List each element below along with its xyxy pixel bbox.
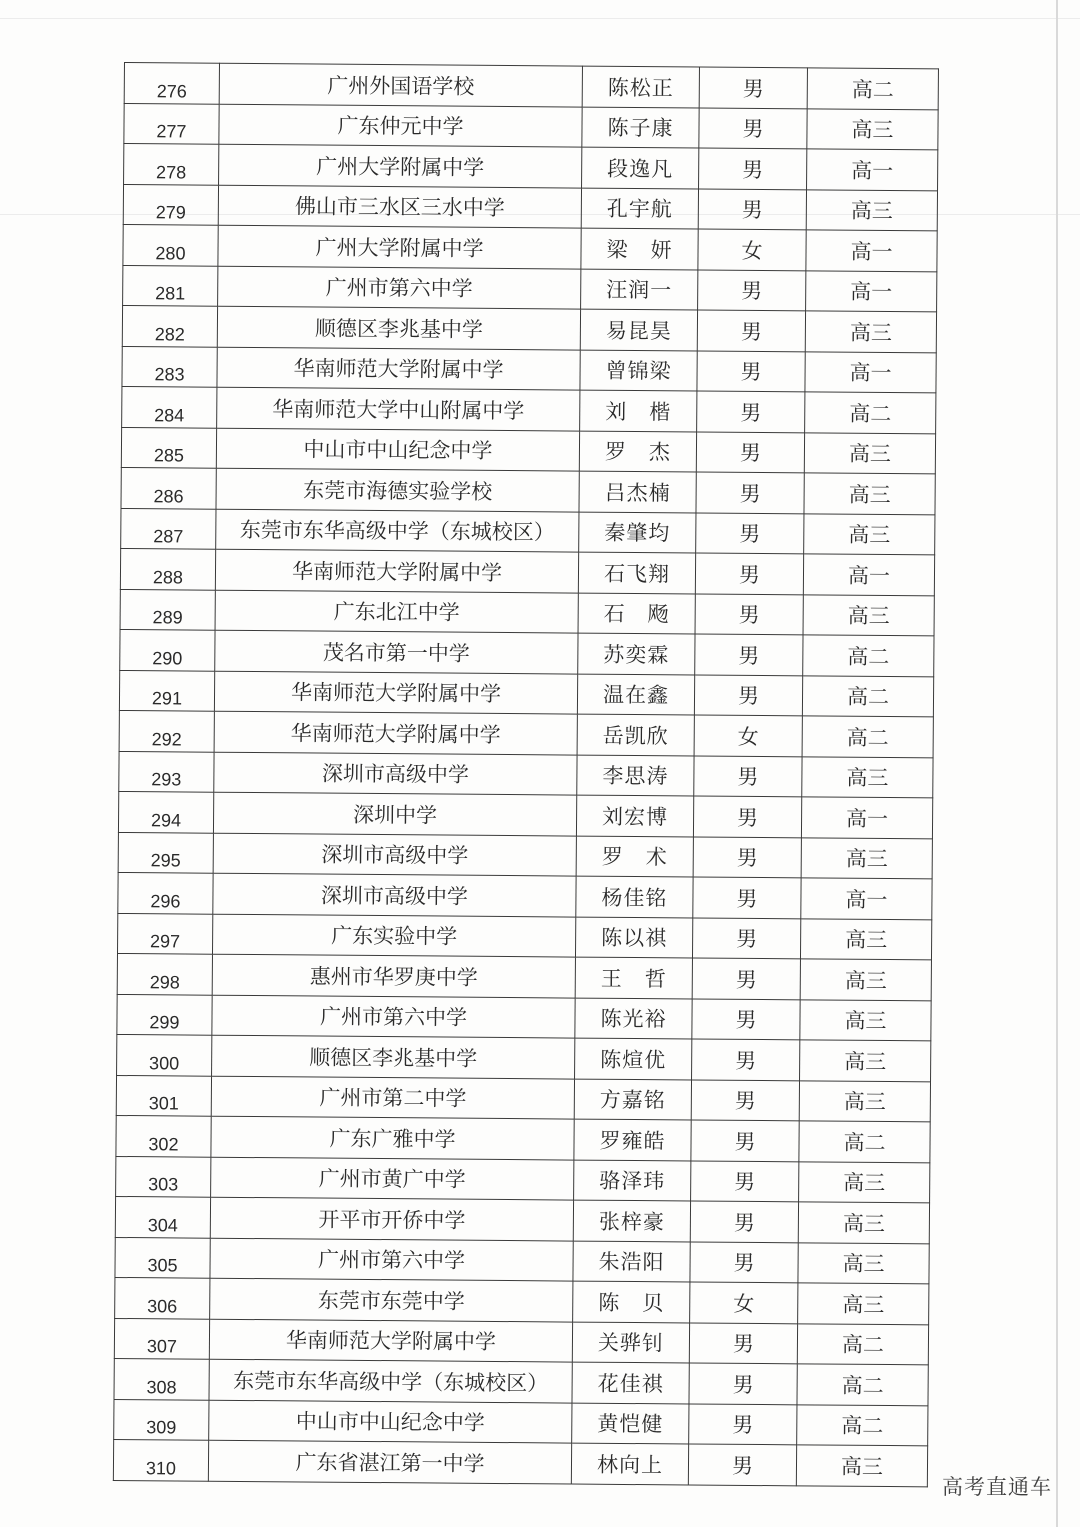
grade-cell: 高一	[805, 351, 936, 393]
gender-cell: 男	[694, 675, 802, 716]
table-row	[116, 1075, 930, 1122]
table-row	[117, 1034, 931, 1081]
grade-cell: 高三	[800, 918, 931, 960]
gender-cell: 男	[689, 1322, 797, 1363]
scan-artifact-line	[0, 18, 1080, 19]
row-number-cell: 308	[114, 1358, 209, 1399]
row-number-cell: 304	[115, 1196, 210, 1237]
row-number-cell: 295	[118, 832, 213, 873]
gender-cell: 男	[691, 1160, 799, 1201]
school-cell: 顺德区李兆基中学	[212, 1035, 575, 1078]
table-row	[117, 913, 931, 960]
grade-cell: 高二	[807, 68, 938, 110]
table-row	[118, 832, 932, 879]
row-number-cell: 306	[115, 1277, 210, 1318]
school-cell: 广州大学附属中学	[218, 225, 581, 268]
school-cell: 东莞市东华高级中学（东城校区）	[216, 509, 579, 552]
grade-cell: 高三	[801, 837, 932, 879]
row-number-cell: 282	[122, 305, 217, 346]
grade-cell: 高三	[798, 1283, 929, 1325]
grade-cell: 高二	[803, 635, 934, 677]
student-name-cell: 吕杰楠	[579, 471, 696, 512]
school-cell: 开平市开侨中学	[210, 1197, 573, 1240]
student-name-cell: 林向上	[571, 1443, 688, 1484]
row-number-cell: 310	[113, 1439, 208, 1480]
grade-cell: 高三	[798, 1202, 929, 1244]
table-row	[116, 1156, 930, 1203]
school-cell: 广东省湛江第一中学	[208, 1440, 571, 1483]
grade-cell: 高三	[807, 108, 938, 150]
page-edge-line	[1056, 0, 1058, 1527]
row-number-cell: 281	[123, 265, 218, 306]
row-number-cell: 283	[122, 346, 217, 387]
table-row	[115, 1237, 929, 1284]
gender-cell: 男	[699, 148, 807, 189]
table-row	[114, 1358, 928, 1405]
student-name-cell: 梁 妍	[581, 228, 698, 269]
row-number-cell: 294	[118, 791, 213, 832]
grade-cell: 高二	[797, 1323, 928, 1365]
row-number-cell: 290	[120, 629, 215, 670]
gender-cell: 男	[690, 1201, 798, 1242]
grade-cell: 高一	[801, 878, 932, 920]
row-number-cell: 301	[116, 1075, 211, 1116]
school-cell: 华南师范大学附属中学	[215, 549, 578, 592]
student-name-cell: 苏奕霖	[578, 633, 695, 674]
student-name-cell: 段逸凡	[582, 147, 699, 188]
gender-cell: 男	[699, 108, 807, 149]
student-name-cell: 李思涛	[577, 755, 694, 796]
student-name-cell: 花佳祺	[572, 1362, 689, 1403]
gender-cell: 男	[696, 432, 804, 473]
school-cell: 深圳市高级中学	[213, 873, 576, 916]
student-name-cell: 孔宇航	[581, 188, 698, 229]
grade-cell: 高二	[797, 1364, 928, 1406]
gender-cell: 男	[690, 1241, 798, 1282]
row-number-cell: 298	[117, 953, 212, 994]
table-row	[115, 1196, 929, 1243]
gender-cell: 男	[688, 1444, 796, 1485]
student-name-cell: 关骅钊	[572, 1322, 689, 1363]
row-number-cell: 293	[119, 751, 214, 792]
student-name-cell: 秦肇均	[579, 512, 696, 553]
grade-cell: 高一	[803, 554, 934, 596]
school-cell: 华南师范大学中山附属中学	[217, 387, 580, 430]
gender-cell: 女	[694, 715, 802, 756]
table-row	[123, 224, 937, 271]
gender-cell: 男	[697, 310, 805, 351]
grade-cell: 高二	[802, 716, 933, 758]
row-number-cell: 285	[121, 427, 216, 468]
school-cell: 深圳市高级中学	[214, 752, 577, 795]
roster-table-body	[113, 63, 938, 1487]
grade-cell: 高三	[800, 959, 931, 1001]
table-row	[118, 872, 932, 919]
student-name-cell: 王 哲	[575, 957, 692, 998]
student-name-cell: 汪润一	[581, 269, 698, 310]
student-name-cell: 刘 楷	[580, 390, 697, 431]
table-row	[122, 386, 936, 433]
row-number-cell: 287	[121, 508, 216, 549]
school-cell: 东莞市东莞中学	[210, 1278, 573, 1321]
student-name-cell: 曾锦梁	[580, 350, 697, 391]
grade-cell: 高三	[799, 1080, 930, 1122]
school-cell: 广州外国语学校	[219, 63, 582, 106]
gender-cell: 男	[697, 351, 805, 392]
school-cell: 佛山市三水区三水中学	[218, 185, 581, 228]
student-name-cell: 陈以祺	[575, 917, 692, 958]
school-cell: 茂名市第一中学	[215, 630, 578, 673]
table-row	[124, 144, 938, 191]
student-name-cell: 黄恺健	[572, 1403, 689, 1444]
student-name-cell: 方嘉铭	[574, 1079, 691, 1120]
table-row	[114, 1399, 928, 1446]
school-cell: 东莞市东华高级中学（东城校区）	[209, 1359, 572, 1402]
student-name-cell: 陈光裕	[575, 998, 692, 1039]
row-number-cell: 288	[120, 548, 215, 589]
grade-cell: 高三	[800, 999, 931, 1041]
row-number-cell: 279	[123, 184, 218, 225]
school-cell: 深圳中学	[213, 792, 576, 835]
grade-cell: 高三	[796, 1445, 927, 1487]
row-number-cell: 291	[119, 670, 214, 711]
row-number-cell: 299	[117, 994, 212, 1035]
row-number-cell: 289	[120, 589, 215, 630]
table-row	[120, 629, 934, 676]
table-row	[122, 346, 936, 393]
table-row	[113, 1439, 927, 1486]
gender-cell: 男	[698, 189, 806, 230]
student-name-cell: 易昆昊	[580, 309, 697, 350]
table-row	[119, 670, 933, 717]
school-cell: 东莞市海德实验学校	[216, 468, 579, 511]
grade-cell: 高二	[797, 1404, 928, 1446]
student-name-cell: 骆泽玮	[574, 1160, 691, 1201]
gender-cell: 男	[695, 634, 803, 675]
gender-cell: 男	[692, 1039, 800, 1080]
gender-cell: 男	[689, 1403, 797, 1444]
table-row	[119, 710, 933, 757]
table-row	[121, 467, 935, 514]
grade-cell: 高一	[801, 797, 932, 839]
grade-cell: 高一	[806, 270, 937, 312]
row-number-cell: 297	[117, 913, 212, 954]
row-number-cell: 276	[124, 63, 219, 104]
table-row	[116, 1115, 930, 1162]
gender-cell: 男	[695, 553, 803, 594]
school-cell: 广东北江中学	[215, 590, 578, 633]
grade-cell: 高三	[805, 311, 936, 353]
school-cell: 广州市第六中学	[210, 1238, 573, 1281]
row-number-cell: 280	[123, 224, 218, 265]
student-name-cell: 张梓豪	[573, 1200, 690, 1241]
table-row	[123, 184, 937, 231]
gender-cell: 男	[693, 877, 801, 918]
table-row	[122, 305, 936, 352]
student-name-cell: 陈松正	[582, 66, 699, 107]
watermark-text: 高考直通车	[942, 1475, 1052, 1499]
grade-cell: 高二	[802, 675, 933, 717]
grade-cell: 高三	[800, 1040, 931, 1082]
table-row	[121, 427, 935, 474]
grade-cell: 高三	[804, 432, 935, 474]
grade-cell: 高三	[803, 594, 934, 636]
school-cell: 华南师范大学附属中学	[214, 671, 577, 714]
gender-cell: 男	[697, 391, 805, 432]
grade-cell: 高二	[799, 1121, 930, 1163]
student-name-cell: 杨佳铭	[576, 876, 693, 917]
row-number-cell: 292	[119, 710, 214, 751]
table-row	[121, 508, 935, 555]
grade-cell: 高三	[806, 189, 937, 231]
grade-cell: 高二	[805, 392, 936, 434]
row-number-cell: 303	[116, 1156, 211, 1197]
table-row	[123, 265, 937, 312]
school-cell: 中山市中山纪念中学	[216, 428, 579, 471]
student-name-cell: 岳凯欣	[577, 714, 694, 755]
school-cell: 华南师范大学附属中学	[217, 347, 580, 390]
grade-cell: 高三	[802, 756, 933, 798]
gender-cell: 男	[693, 836, 801, 877]
gender-cell: 男	[699, 67, 807, 108]
gender-cell: 男	[691, 1120, 799, 1161]
student-name-cell: 陈子康	[582, 107, 699, 148]
school-cell: 广州市第六中学	[212, 995, 575, 1038]
grade-cell: 高一	[807, 149, 938, 191]
row-number-cell: 284	[122, 386, 217, 427]
row-number-cell: 278	[124, 144, 219, 185]
school-cell: 深圳市高级中学	[213, 833, 576, 876]
student-name-cell: 罗 杰	[579, 431, 696, 472]
table-row	[114, 1318, 928, 1365]
school-cell: 广州市第二中学	[211, 1076, 574, 1119]
table-row	[124, 103, 938, 150]
gender-cell: 女	[698, 229, 806, 270]
row-number-cell: 302	[116, 1115, 211, 1156]
gender-cell: 男	[693, 796, 801, 837]
grade-cell: 高一	[806, 230, 937, 272]
student-name-cell: 刘宏博	[576, 795, 693, 836]
school-cell: 华南师范大学附属中学	[214, 711, 577, 754]
row-number-cell: 305	[115, 1237, 210, 1278]
gender-cell: 男	[696, 472, 804, 513]
gender-cell: 男	[692, 958, 800, 999]
school-cell: 惠州市华罗庚中学	[212, 954, 575, 997]
student-name-cell: 石 飏	[578, 593, 695, 634]
student-name-cell: 罗雍皓	[574, 1119, 691, 1160]
gender-cell: 男	[692, 917, 800, 958]
grade-cell: 高三	[798, 1242, 929, 1284]
row-number-cell: 307	[114, 1318, 209, 1359]
row-number-cell: 296	[118, 872, 213, 913]
student-name-cell: 温在鑫	[577, 674, 694, 715]
gender-cell: 男	[695, 594, 803, 635]
table-row	[120, 548, 934, 595]
gender-cell: 男	[696, 513, 804, 554]
table-row	[120, 589, 934, 636]
school-cell: 广东实验中学	[212, 914, 575, 957]
table-row	[117, 994, 931, 1041]
school-cell: 广州市第六中学	[218, 266, 581, 309]
school-cell: 广州市黄广中学	[211, 1157, 574, 1200]
row-number-cell: 286	[121, 467, 216, 508]
school-cell: 广东仲元中学	[219, 104, 582, 147]
student-name-cell: 石飞翔	[578, 552, 695, 593]
gender-cell: 男	[692, 998, 800, 1039]
row-number-cell: 300	[117, 1034, 212, 1075]
student-name-cell: 朱浩阳	[573, 1241, 690, 1282]
table-row	[118, 791, 932, 838]
gender-cell: 女	[690, 1282, 798, 1323]
school-cell: 顺德区李兆基中学	[217, 306, 580, 349]
row-number-cell: 309	[114, 1399, 209, 1440]
gender-cell: 男	[689, 1363, 797, 1404]
table-row	[124, 63, 938, 110]
row-number-cell: 277	[124, 103, 219, 144]
table-row	[119, 751, 933, 798]
roster-table	[113, 62, 939, 1487]
gender-cell: 男	[698, 270, 806, 311]
grade-cell: 高三	[804, 513, 935, 555]
table-row	[117, 953, 931, 1000]
grade-cell: 高三	[804, 473, 935, 515]
school-cell: 广东广雅中学	[211, 1116, 574, 1159]
school-cell: 广州大学附属中学	[219, 144, 582, 187]
gender-cell: 男	[694, 755, 802, 796]
school-cell: 华南师范大学附属中学	[209, 1319, 572, 1362]
grade-cell: 高三	[799, 1161, 930, 1203]
student-name-cell: 罗 术	[576, 836, 693, 877]
student-name-cell: 陈煊优	[575, 1038, 692, 1079]
table-row	[115, 1277, 929, 1324]
school-cell: 中山市中山纪念中学	[209, 1400, 572, 1443]
student-name-cell: 陈 贝	[573, 1281, 690, 1322]
gender-cell: 男	[691, 1079, 799, 1120]
